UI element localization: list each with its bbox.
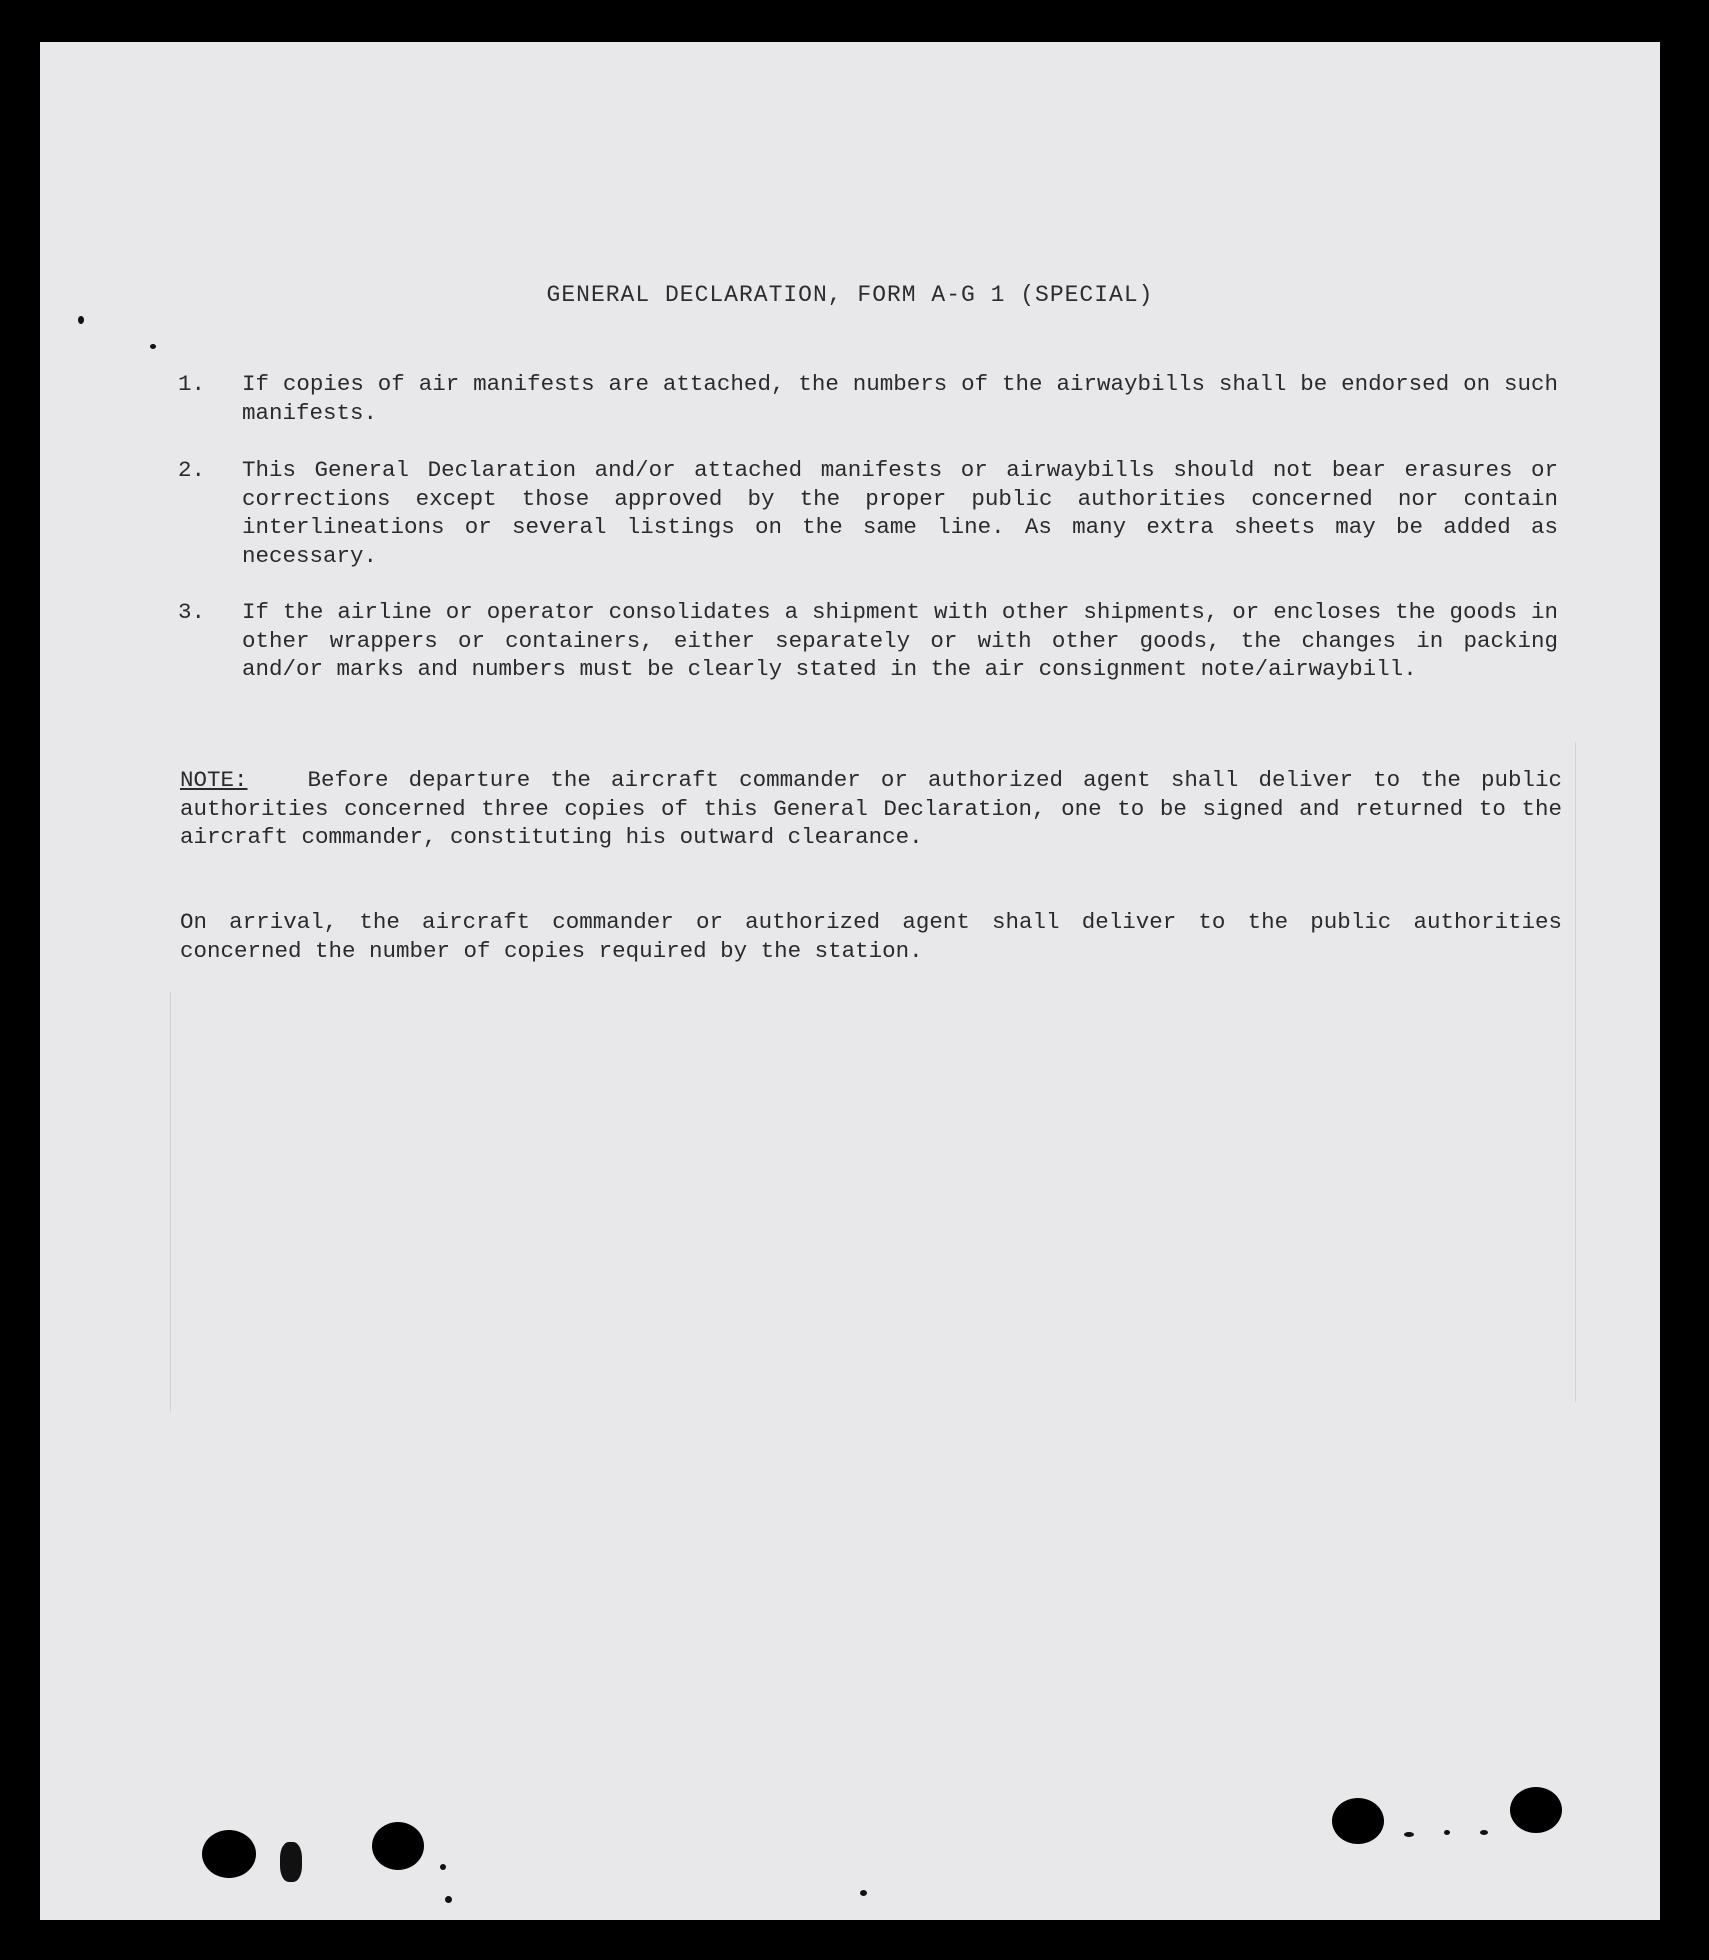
ink-speck: [445, 1896, 452, 1903]
faint-border-right: [1575, 742, 1576, 1402]
ink-speck: [78, 316, 84, 324]
list-item: [178, 456, 1558, 570]
ink-speck: [1444, 1830, 1450, 1835]
note-label: NOTE:: [180, 767, 248, 793]
ink-speck: [860, 1890, 867, 1896]
item-number: 2.: [178, 457, 206, 483]
ink-speck: [280, 1842, 302, 1882]
ink-speck: [440, 1864, 446, 1870]
note-text: Before departure the aircraft commander or authorized agent shall deliver to the public authorities concerned three copies of this General Declaration, one to be signed and returned to the aircraft commander, constituting his outward clearance.: [180, 767, 1562, 850]
item-text: If the airline or operator consolidates a shipment with other shipments, or encloses the goods in other wrappers or containers, either separately or with other goods, the changes in packing and/or marks and numbers must be clearly stated in the air consignment note/airwaybill.: [242, 599, 1558, 682]
list-item: [178, 370, 1558, 427]
item-text: If copies of air manifests are attached, the numbers of the airwaybills shall be endorsed on such manifests.: [242, 371, 1558, 426]
item-text: This General Declaration and/or attached manifests or airwaybills should not bear erasures or corrections except those approved by the proper public authorities concerned nor contain interlineations or several listings on the same line. As many extra sheets may be added as necessary.: [242, 457, 1558, 569]
list-item: [178, 598, 1558, 684]
note-paragraph: [180, 766, 1562, 852]
form-title: GENERAL DECLARATION, FORM A-G 1 (SPECIAL): [546, 282, 1154, 308]
punch-hole: [1332, 1798, 1384, 1844]
faint-border-left: [170, 992, 171, 1412]
punch-hole: [202, 1830, 256, 1878]
punch-hole: [1510, 1787, 1562, 1833]
item-number: 1.: [178, 371, 206, 397]
item-number: 3.: [178, 599, 206, 625]
document-page: [40, 42, 1660, 1920]
punch-hole: [372, 1822, 424, 1870]
ink-speck: [1480, 1830, 1488, 1835]
ink-speck: [150, 344, 156, 349]
ink-speck: [1404, 1832, 1414, 1837]
arrival-paragraph: On arrival, the aircraft commander or authorized agent shall deliver to the public authorities concerned the number of copies required by the station.: [180, 909, 1562, 964]
